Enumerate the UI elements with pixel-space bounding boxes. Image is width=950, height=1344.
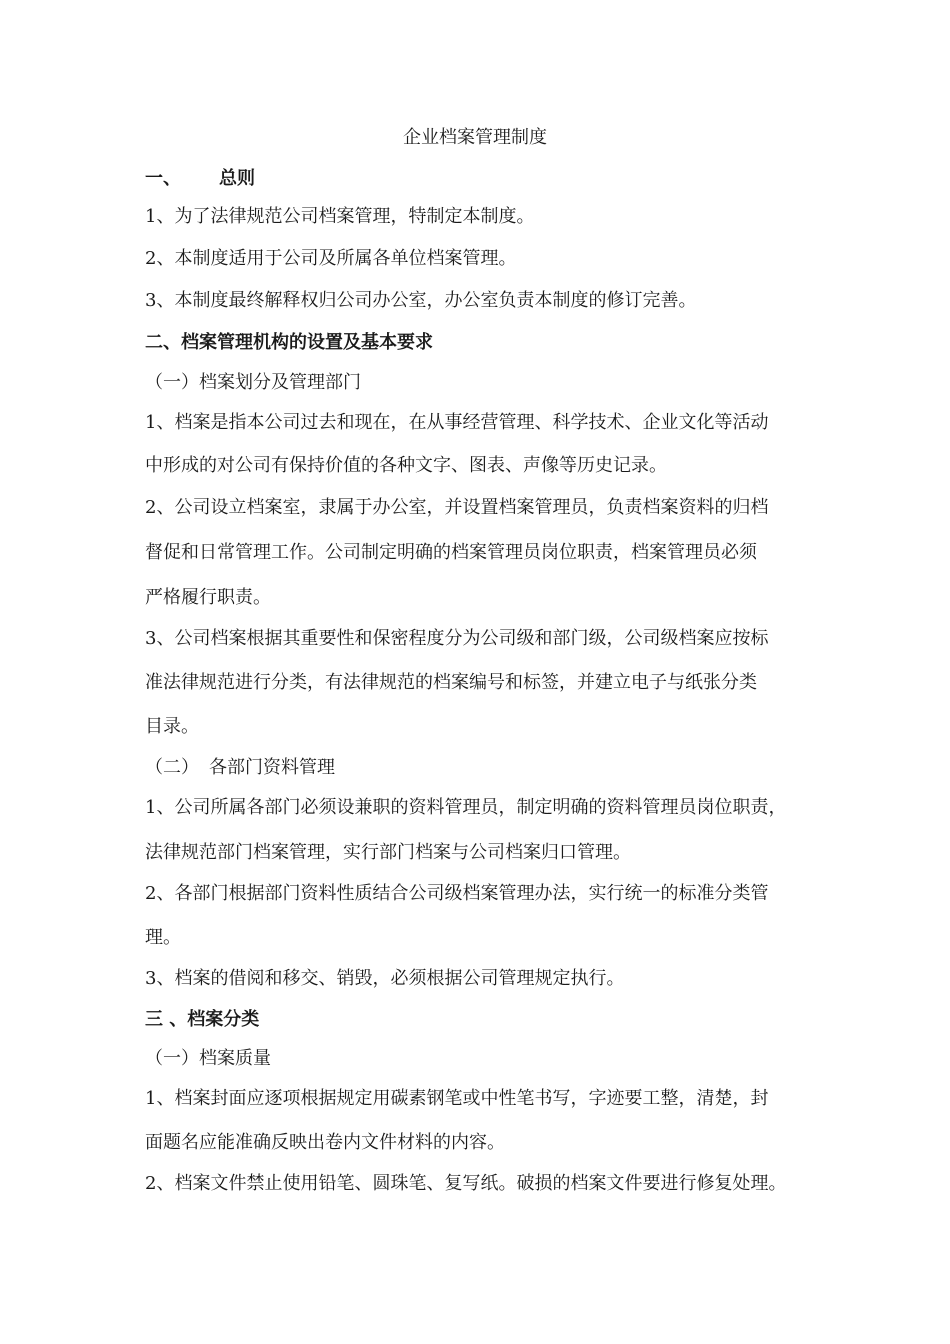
paragraph-line: 理。	[145, 927, 181, 948]
paragraph-line: 严格履行职责。	[145, 587, 271, 608]
paragraph-line: 督促和日常管理工作。公司制定明确的档案管理员岗位职责，档案管理员必须	[145, 542, 757, 563]
paragraph-line: 2、各部门根据部门资料性质结合公司级档案管理办法，实行统一的标准分类管	[145, 883, 769, 904]
section-heading-1	[145, 165, 255, 193]
subsection-title: 各部门资料管理	[209, 757, 335, 778]
document-title: 企业档案管理制度	[403, 127, 547, 148]
paragraph: 1、为了法律规范公司档案管理，特制定本制度。	[145, 206, 535, 227]
subsection-number: （二）	[145, 757, 199, 778]
paragraph-line: 面题名应能准确反映出卷内文件材料的内容。	[145, 1132, 505, 1153]
paragraph: 3、本制度最终解释权归公司办公室，办公室负责本制度的修订完善。	[145, 290, 697, 311]
paragraph-line: 1、档案封面应逐项根据规定用碳素钢笔或中性笔书写，字迹要工整，清楚，封	[145, 1088, 769, 1109]
paragraph: 2、档案文件禁止使用铅笔、圆珠笔、复写纸。破损的档案文件要进行修复处理。	[145, 1173, 787, 1194]
paragraph: 3、档案的借阅和移交、销毁，必须根据公司管理规定执行。	[145, 968, 625, 989]
section-number: 一、	[145, 168, 181, 189]
paragraph-line: 1、档案是指本公司过去和现在，在从事经营管理、科学技术、企业文化等活动	[145, 412, 769, 433]
paragraph-line: 法律规范部门档案管理，实行部门档案与公司档案归口管理。	[145, 842, 631, 863]
paragraph-line: 2、公司设立档案室，隶属于办公室，并设置档案管理员，负责档案资料的归档	[145, 497, 769, 518]
paragraph-line: 中形成的对公司有保持价值的各种文字、图表、声像等历史记录。	[145, 455, 667, 476]
section-title: 总则	[219, 168, 255, 189]
subsection-heading: （一）档案划分及管理部门	[145, 372, 361, 393]
paragraph-line: 目录。	[145, 716, 199, 737]
subsection-heading: （一）档案质量	[145, 1048, 271, 1069]
section-heading-2: 二、档案管理机构的设置及基本要求	[145, 332, 433, 353]
subsection-heading	[145, 754, 335, 782]
section-heading-3: 三 、档案分类	[145, 1009, 260, 1030]
paragraph: 2、本制度适用于公司及所属各单位档案管理。	[145, 248, 517, 269]
paragraph-line: 3、公司档案根据其重要性和保密程度分为公司级和部门级，公司级档案应按标	[145, 628, 769, 649]
paragraph-line: 准法律规范进行分类，有法律规范的档案编号和标签，并建立电子与纸张分类	[145, 672, 757, 693]
paragraph-line: 1、公司所属各部门必须设兼职的资料管理员，制定明确的资料管理员岗位职责，	[145, 797, 787, 818]
